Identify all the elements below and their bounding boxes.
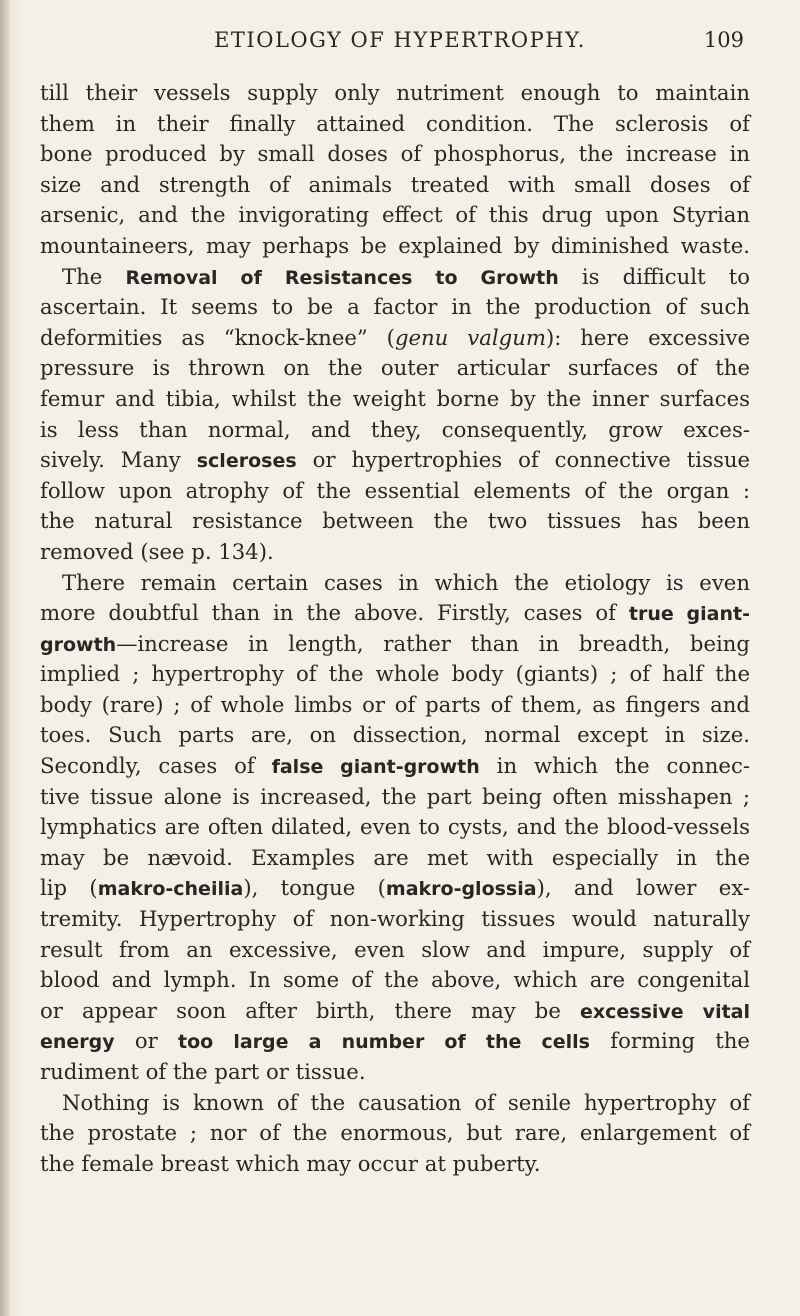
bold-term: false giant-growth xyxy=(271,756,480,779)
bold-term: excessive vital xyxy=(580,1000,750,1023)
text-line: may be nævoid. Examples are met with especially in the xyxy=(40,844,750,870)
text-line: toes. Such parts are, on dissection, normal except in size. xyxy=(40,722,750,748)
bold-term: scleroses xyxy=(196,450,297,473)
text-run: sively. Many xyxy=(40,447,197,473)
text-line: bone produced by small doses of phosphorus, the increase in xyxy=(40,141,750,167)
body-text xyxy=(40,78,750,1179)
text-line: pressure is thrown on the outer articular surfaces of the xyxy=(40,355,750,381)
text-run: or appear soon after birth, there may be xyxy=(40,997,580,1023)
text-line: the female breast which may occur at puberty. xyxy=(40,1150,541,1176)
text-line: Nothing is known of the causation of senile hypertrophy of xyxy=(62,1089,750,1115)
text-run: lip ( xyxy=(40,875,98,901)
text-run: ): here excessive xyxy=(545,324,750,350)
text-line: ascertain. It seems to be a factor in the production of such xyxy=(40,294,750,320)
text-line: them in their finally attained condition. The sclerosis of xyxy=(40,110,750,136)
running-title: ETIOLOGY OF HYPERTROPHY. xyxy=(214,28,586,52)
bold-term: energy xyxy=(40,1031,115,1054)
text-run: ), and lower ex- xyxy=(536,875,750,901)
text-line: size and strength of animals treated with small doses of xyxy=(40,171,750,197)
text-line: mountaineers, may perhaps be explained by diminished waste. xyxy=(40,232,750,258)
text-run: —increase in length, rather than in breadth, being xyxy=(116,630,750,656)
text-line: body (rare) ; of whole limbs or of parts of them, as fingers and xyxy=(40,691,750,717)
text-line: till their vessels supply only nutriment enough to maintain xyxy=(40,80,750,105)
text-line xyxy=(40,262,750,293)
text-run: Secondly, cases of xyxy=(40,753,272,779)
text-run: The xyxy=(62,263,126,289)
text-line: implied ; hypertrophy of the whole body (giants) ; of half the xyxy=(40,661,750,687)
text-run: deformities as “knock-knee” ( xyxy=(40,324,395,350)
running-head xyxy=(0,28,800,58)
page-number: 109 xyxy=(703,28,744,52)
page-gutter-edge xyxy=(0,0,10,1316)
text-line: There remain certain cases in which the etiology is even xyxy=(62,569,750,595)
text-line: rudiment of the part or tissue. xyxy=(40,1059,366,1084)
text-line: tive tissue alone is increased, the part being often misshapen ; xyxy=(40,783,750,809)
text-line: lymphatics are often dilated, even to cysts, and the blood-vessels xyxy=(40,814,750,840)
text-run: forming the xyxy=(589,1028,750,1054)
text-line: removed (see p. 134). xyxy=(40,538,274,564)
text-run: or xyxy=(114,1028,179,1054)
bold-term: makro-cheilia xyxy=(97,878,244,901)
text-line: blood and lymph. In some of the above, which are congenital xyxy=(40,967,750,993)
text-run: in which the connec- xyxy=(479,753,750,779)
bold-term: Removal of Resistances to Growth xyxy=(125,266,559,289)
italic-term: genu valgum xyxy=(394,324,546,350)
bold-term: too large a number of the cells xyxy=(178,1031,590,1054)
text-line xyxy=(40,873,750,904)
text-line: is less than normal, and they, consequently, grow exces- xyxy=(40,416,750,442)
text-run: more doubtful than in the above. Firstly, cases of xyxy=(40,600,629,626)
text-line xyxy=(40,323,750,354)
text-line xyxy=(40,445,750,476)
bold-term: makro-glossia xyxy=(385,878,537,901)
bold-term: growth xyxy=(40,633,117,656)
text-line: follow upon atrophy of the essential elements of the organ : xyxy=(40,477,750,503)
text-line xyxy=(40,598,750,629)
text-line xyxy=(40,1026,750,1057)
text-line xyxy=(40,996,750,1027)
text-line: tremity. Hypertrophy of non-working tissues would naturally xyxy=(40,906,750,932)
text-line: arsenic, and the invigorating effect of this drug upon Styrian xyxy=(40,202,750,228)
text-run: is difficult to xyxy=(558,263,750,289)
text-run: or hypertrophies of connective tissue xyxy=(296,447,751,473)
text-line: femur and tibia, whilst the weight borne by the inner surfaces xyxy=(40,385,750,411)
text-line xyxy=(40,751,750,782)
text-line: result from an excessive, even slow and impure, supply of xyxy=(40,936,750,962)
text-line: the prostate ; nor of the enormous, but rare, enlargement of xyxy=(40,1120,750,1146)
bold-term: true giant- xyxy=(628,603,750,626)
text-line xyxy=(40,629,750,660)
text-line: the natural resistance between the two tissues has been xyxy=(40,508,750,534)
text-run: ), tongue ( xyxy=(243,875,386,901)
